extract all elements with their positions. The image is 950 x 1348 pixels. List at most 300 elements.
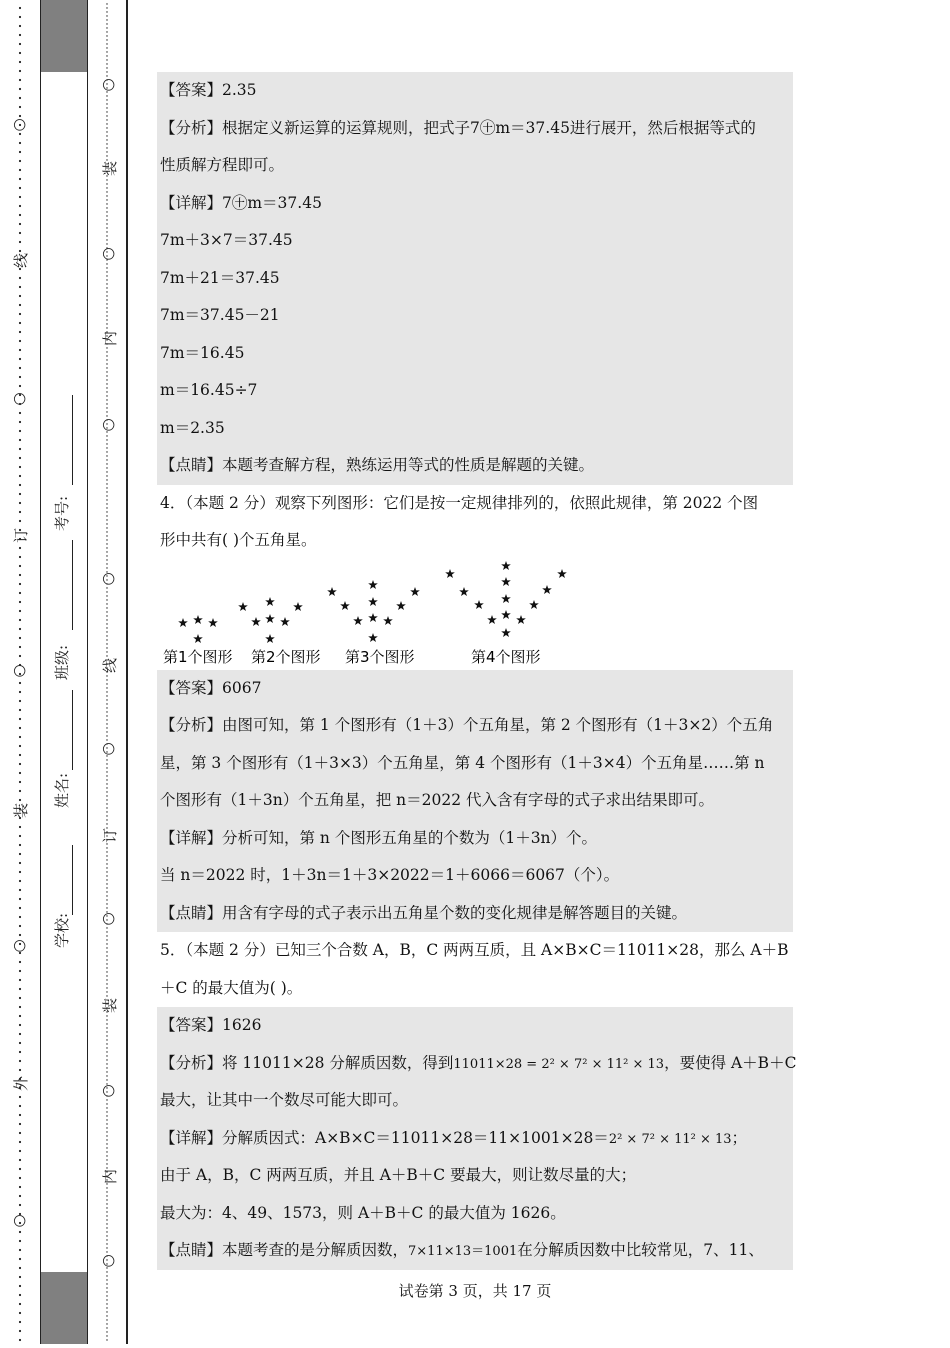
seal-dot <box>106 55 107 56</box>
q4-stem-line-2: 形中共有( )个五角星。 <box>160 531 317 549</box>
seal-dot <box>106 1147 107 1148</box>
seal-dot <box>106 947 107 948</box>
seal-dot <box>106 1315 107 1316</box>
seal-dot <box>106 687 107 688</box>
star <box>193 615 203 624</box>
seal-dot <box>106 995 107 996</box>
seal-dot <box>106 71 107 72</box>
seal-dot <box>106 551 107 552</box>
seal-dot <box>106 479 107 480</box>
seal-dot <box>106 3 107 4</box>
seal-dot <box>106 155 107 156</box>
seal-dot <box>106 463 107 464</box>
q5-analysis-line-2: 最大，让其中一个数尽可能大即可。 <box>160 1091 409 1109</box>
seal-dot <box>106 375 107 376</box>
seal-dot <box>106 767 107 768</box>
seal-dot <box>106 35 107 36</box>
seal-dot <box>106 1075 107 1076</box>
examno-field-label: 考号: <box>53 495 72 532</box>
seal-dot <box>106 467 107 468</box>
seal-dot <box>106 131 107 132</box>
seal-dot <box>106 67 107 68</box>
seal-dot <box>106 231 107 232</box>
seal-dot <box>106 639 107 640</box>
inner-label-ding: 订 <box>101 827 120 844</box>
seal-dot <box>106 731 107 732</box>
seal-dot <box>106 1339 107 1340</box>
seal-dot <box>106 811 107 812</box>
q4-star-figure <box>157 560 793 670</box>
seal-dot <box>106 843 107 844</box>
q5-answer: 【答案】1626 <box>160 1016 262 1034</box>
seal-dot <box>106 235 107 236</box>
q3-analysis-line-2: 性质解方程即可。 <box>160 156 285 174</box>
seal-dot <box>106 847 107 848</box>
seal-dot <box>106 243 107 244</box>
binding-margin <box>0 0 130 1344</box>
seal-dot <box>106 1035 107 1036</box>
seal-dot <box>106 683 107 684</box>
figure-2-label: 第2个图形 <box>251 647 321 666</box>
examno-field-line[interactable] <box>72 395 73 485</box>
seal-dot <box>106 879 107 880</box>
seal-dot <box>106 939 107 940</box>
q5-analysis-text-b: ，要使得 A＋B＋C <box>664 1053 797 1072</box>
inner-label-nei-1: 内 <box>101 330 120 347</box>
seal-dot <box>106 763 107 764</box>
seal-dot <box>106 867 107 868</box>
star <box>178 618 188 627</box>
seal-dot <box>106 347 107 348</box>
seal-dot <box>106 651 107 652</box>
seal-dot <box>106 499 107 500</box>
q3-answer: 【答案】2.35 <box>160 81 257 99</box>
star <box>208 618 218 627</box>
q3-step: m＝2.35 <box>160 418 225 437</box>
seal-dot <box>106 487 107 488</box>
seal-dot <box>106 783 107 784</box>
q3-step: 7m＝16.45 <box>160 343 245 362</box>
seal-dot <box>106 1207 107 1208</box>
star <box>501 594 511 603</box>
q4-stem-line-1: 4．（本题 2 分）观察下列图形：它们是按一定规律排列的，依照此规律，第 2022 个图 <box>160 493 759 512</box>
q5-math-factorization: 11011×28 = 2² × 7² × 11² × 13 <box>453 1056 665 1072</box>
seal-dot <box>106 959 107 960</box>
seal-dot <box>106 367 107 368</box>
seal-dot <box>106 1331 107 1332</box>
seal-dot <box>106 267 107 268</box>
seal-dot <box>106 503 107 504</box>
seal-dot <box>106 219 107 220</box>
seal-dot <box>106 895 107 896</box>
seal-dot <box>106 287 107 288</box>
inner-circle-3: ○ <box>98 418 117 432</box>
seal-dot <box>106 183 107 184</box>
outer-circle-1: ○ <box>9 118 28 132</box>
inner-circle-4: ○ <box>98 572 117 586</box>
star <box>542 585 552 594</box>
seal-dot <box>106 1211 107 1212</box>
seal-dot <box>106 1139 107 1140</box>
name-field-line[interactable] <box>72 690 73 770</box>
seal-dot <box>106 1303 107 1304</box>
seal-dot <box>106 627 107 628</box>
seal-dot <box>106 319 107 320</box>
inner-circle-2: ○ <box>98 247 117 261</box>
class-field-line[interactable] <box>72 540 73 630</box>
seal-dot <box>106 211 107 212</box>
seal-dot <box>106 291 107 292</box>
inner-label-zhuang-1: 装 <box>101 160 120 177</box>
seal-dot <box>106 483 107 484</box>
seal-dot <box>106 803 107 804</box>
seal-dot <box>106 1019 107 1020</box>
seal-dot <box>106 191 107 192</box>
seal-dot <box>106 27 107 28</box>
seal-dot <box>106 75 107 76</box>
seal-dot <box>106 1059 107 1060</box>
seal-dot <box>106 607 107 608</box>
seal-dot <box>106 1079 107 1080</box>
seal-dot <box>106 415 107 416</box>
inner-circle-5: ○ <box>98 742 117 756</box>
star <box>293 602 303 611</box>
seal-dot <box>106 455 107 456</box>
seal-dot <box>106 323 107 324</box>
seal-dot <box>106 63 107 64</box>
seal-dot <box>106 807 107 808</box>
seal-dot <box>106 1311 107 1312</box>
seal-dot <box>106 327 107 328</box>
outer-label-ding: 订 <box>12 527 31 544</box>
q4-analysis-line-1: 【分析】由图可知，第 1 个图形有（1＋3）个五角星，第 2 个图形有（1＋3×2）个五角 <box>160 716 774 734</box>
seal-dot <box>106 151 107 152</box>
star <box>516 615 526 624</box>
q4-analysis-line-3: 个图形有（1＋3n）个五角星，把 n＝2022 代入含有字母的式子求出结果即可。 <box>160 791 714 809</box>
q4-comment: 【点睛】用含有字母的式子表示出五角星个数的变化规律是解答题目的关键。 <box>160 903 688 922</box>
seal-dot <box>106 1203 107 1204</box>
seal-dot <box>106 459 107 460</box>
seal-dot <box>106 1159 107 1160</box>
school-field-line[interactable] <box>72 845 73 915</box>
star <box>487 615 497 624</box>
seal-dot <box>106 611 107 612</box>
q3-step: 7m＋21＝37.45 <box>160 268 280 287</box>
seal-dot <box>106 595 107 596</box>
q5-stem-line-2: ＋C 的最大值为( )。 <box>160 978 303 997</box>
star <box>529 600 539 609</box>
q4-answer: 【答案】6067 <box>160 678 262 697</box>
seal-dot <box>106 1043 107 1044</box>
seal-dot <box>106 47 107 48</box>
seal-dot <box>106 371 107 372</box>
star <box>280 617 290 626</box>
seal-dot <box>106 1031 107 1032</box>
inner-label-nei-2: 内 <box>101 1168 120 1185</box>
seal-dot <box>106 723 107 724</box>
seal-dot <box>106 631 107 632</box>
seal-dot <box>106 147 107 148</box>
seal-dot <box>106 7 107 8</box>
seal-dot <box>106 15 107 16</box>
seal-dot <box>106 899 107 900</box>
seal-dot <box>106 1243 107 1244</box>
seal-dot <box>106 519 107 520</box>
seal-dot <box>106 1103 107 1104</box>
seal-dot <box>106 303 107 304</box>
seal-dot <box>106 647 107 648</box>
seal-dot <box>106 295 107 296</box>
seal-dot <box>106 1307 107 1308</box>
seal-dot <box>106 851 107 852</box>
q5-solution-block <box>157 1007 797 1270</box>
star <box>265 597 275 606</box>
seal-dot <box>106 223 107 224</box>
seal-dot <box>106 719 107 720</box>
seal-dot <box>106 1231 107 1232</box>
seal-dot <box>106 791 107 792</box>
star <box>327 587 337 596</box>
seal-dot <box>106 1127 107 1128</box>
star <box>368 597 378 606</box>
q5-detail-line-1 <box>157 1120 793 1158</box>
seal-dot <box>106 383 107 384</box>
q3-detail-header: 【详解】7㊉m＝37.45 <box>160 193 322 212</box>
figure-4-stars <box>445 561 567 637</box>
seal-dot <box>106 1191 107 1192</box>
seal-dot <box>106 1319 107 1320</box>
seal-dot <box>106 1151 107 1152</box>
seal-dot <box>106 1027 107 1028</box>
seal-dot <box>106 711 107 712</box>
q5-math-1001: 7×11×13＝1001 <box>408 1244 518 1259</box>
seal-dot <box>106 535 107 536</box>
seal-dot <box>106 115 107 116</box>
seal-dot <box>106 239 107 240</box>
seal-dot <box>106 903 107 904</box>
star <box>501 577 511 586</box>
star <box>368 633 378 642</box>
seal-dot <box>106 139 107 140</box>
inner-label-zhuang-2: 装 <box>101 997 120 1014</box>
seal-dot <box>106 39 107 40</box>
star <box>501 610 511 619</box>
seal-dot <box>106 1163 107 1164</box>
seal-dot <box>106 1239 107 1240</box>
seal-dot <box>106 863 107 864</box>
seal-dot <box>106 1195 107 1196</box>
seal-dot <box>106 1247 107 1248</box>
seal-dot <box>106 815 107 816</box>
star <box>368 613 378 622</box>
seal-dot <box>106 19 107 20</box>
outer-label-xian: 线 <box>12 252 31 269</box>
seal-dot <box>106 1143 107 1144</box>
seal-dot <box>106 1039 107 1040</box>
star <box>557 569 567 578</box>
seal-dot <box>106 759 107 760</box>
seal-dot <box>106 943 107 944</box>
seal-dot <box>106 603 107 604</box>
figure-2-stars <box>238 597 303 643</box>
seal-dot <box>106 99 107 100</box>
inner-circle-1: ○ <box>98 78 117 92</box>
seal-dot <box>106 1047 107 1048</box>
page-content <box>157 72 797 1270</box>
seal-dot <box>106 599 107 600</box>
outer-label-zhuang: 装 <box>12 802 31 819</box>
seal-dot <box>106 31 107 32</box>
seal-dot <box>106 51 107 52</box>
seal-dot <box>106 855 107 856</box>
figure-3-label: 第3个图形 <box>345 647 415 666</box>
star <box>340 601 350 610</box>
seal-dot <box>106 95 107 96</box>
q3-step: 7m＋3×7＝37.45 <box>160 231 293 249</box>
seal-dot <box>106 1055 107 1056</box>
seal-dot <box>106 955 107 956</box>
seal-dot <box>106 679 107 680</box>
seal-dot <box>106 707 107 708</box>
seal-dot <box>106 775 107 776</box>
seal-dot <box>106 979 107 980</box>
seal-dot <box>106 471 107 472</box>
seal-dot <box>106 359 107 360</box>
seal-dot <box>106 871 107 872</box>
seal-dot <box>106 387 107 388</box>
q3-analysis-line-1: 【分析】根据定义新运算的运算规则，把式子7㊉m＝37.45进行展开，然后根据等式的 <box>160 118 756 137</box>
seal-dot <box>106 1071 107 1072</box>
seal-dot <box>106 695 107 696</box>
seal-dot <box>106 691 107 692</box>
inner-circle-7: ○ <box>98 1084 117 1098</box>
q5-analysis-line-1 <box>157 1045 797 1083</box>
seal-dot <box>106 395 107 396</box>
outer-circle-3: ○ <box>9 664 28 678</box>
seal-dot <box>106 135 107 136</box>
q5-detail-line-2: 由于 A，B，C 两两互质，并且 A＋B＋C 要最大，则让数尽量的大； <box>160 1166 637 1184</box>
seal-dot <box>106 279 107 280</box>
seal-dot <box>106 971 107 972</box>
star <box>445 569 455 578</box>
seal-dot <box>106 23 107 24</box>
seal-dot <box>106 271 107 272</box>
seal-dot <box>106 311 107 312</box>
figure-1-stars <box>178 615 218 643</box>
seal-dot <box>106 795 107 796</box>
seal-dot <box>106 187 107 188</box>
star <box>193 634 203 643</box>
seal-dot <box>106 1119 107 1120</box>
seal-dot <box>106 543 107 544</box>
q5-detail-line-3: 最大为：4、49、1573，则 A＋B＋C 的最大值为 1626。 <box>160 1203 566 1222</box>
q5-comment-text-a: 【点睛】本题考查的是分解质因数， <box>160 1241 409 1259</box>
seal-dot <box>106 643 107 644</box>
seal-dot <box>106 435 107 436</box>
seal-dot <box>106 263 107 264</box>
seal-dot <box>106 859 107 860</box>
seal-dot <box>106 351 107 352</box>
seal-dot <box>106 523 107 524</box>
seal-dot <box>106 527 107 528</box>
seal-dot <box>106 951 107 952</box>
seal-dot <box>106 215 107 216</box>
seal-dot <box>106 735 107 736</box>
star <box>396 601 406 610</box>
seal-dot <box>106 991 107 992</box>
page-footer: 试卷第 3 页，共 17 页 <box>398 1282 552 1300</box>
seal-dot <box>106 555 107 556</box>
seal-dot <box>106 635 107 636</box>
seal-dot <box>106 143 107 144</box>
seal-dot <box>106 619 107 620</box>
seal-dot <box>106 727 107 728</box>
seal-dot <box>106 1099 107 1100</box>
seal-dot <box>106 779 107 780</box>
seal-dot <box>106 507 107 508</box>
seal-dot <box>106 403 107 404</box>
seal-dot <box>106 439 107 440</box>
seal-dot <box>106 111 107 112</box>
seal-dot <box>106 983 107 984</box>
seal-dot <box>106 1131 107 1132</box>
outer-circle-2: ○ <box>9 392 28 406</box>
figure-4-label: 第4个图形 <box>471 647 541 666</box>
seal-dot <box>106 495 107 496</box>
seal-dot <box>106 587 107 588</box>
seal-dot <box>106 931 107 932</box>
q3-comment: 【点睛】本题考查解方程，熟练运用等式的性质是解题的关键。 <box>160 456 595 474</box>
seal-dot <box>106 887 107 888</box>
star <box>251 617 261 626</box>
seal-dot <box>106 199 107 200</box>
star <box>501 561 511 570</box>
seal-dot <box>106 987 107 988</box>
q5-math-prime-factors: 2² × 7² × 11² × 13 <box>608 1131 732 1147</box>
seal-dot <box>106 787 107 788</box>
outer-circle-4: ○ <box>9 939 28 953</box>
q5-detail-text-a: 【详解】分解质因式：A×B×C＝11011×28＝11×1001×28＝ <box>160 1128 609 1147</box>
class-field-label: 班级: <box>53 644 72 681</box>
seal-dot <box>106 275 107 276</box>
outer-circle-5: ○ <box>9 1214 28 1228</box>
seal-dot <box>106 283 107 284</box>
star <box>474 600 484 609</box>
seal-dot <box>106 511 107 512</box>
seal-dot <box>106 875 107 876</box>
q4-analysis-line-2: 星，第 3 个图形有（1＋3×3）个五角星，第 4 个图形有（1＋3×4）个五角星……第 n <box>160 753 765 772</box>
seal-dot <box>106 1023 107 1024</box>
seal-dot <box>106 1107 107 1108</box>
seal-dot <box>106 43 107 44</box>
seal-dot <box>106 203 107 204</box>
seal-dot <box>106 883 107 884</box>
star <box>383 616 393 625</box>
seal-dot <box>106 547 107 548</box>
seal-dot <box>106 1115 107 1116</box>
seal-dot <box>106 1015 107 1016</box>
seal-dot <box>106 227 107 228</box>
figure-3-stars <box>327 580 420 642</box>
star <box>459 587 469 596</box>
star <box>501 628 511 637</box>
seal-dot <box>106 127 107 128</box>
seal-dot <box>106 891 107 892</box>
seal-dot <box>106 907 107 908</box>
seal-dot <box>106 207 107 208</box>
seal-dot <box>106 967 107 968</box>
star <box>410 587 420 596</box>
